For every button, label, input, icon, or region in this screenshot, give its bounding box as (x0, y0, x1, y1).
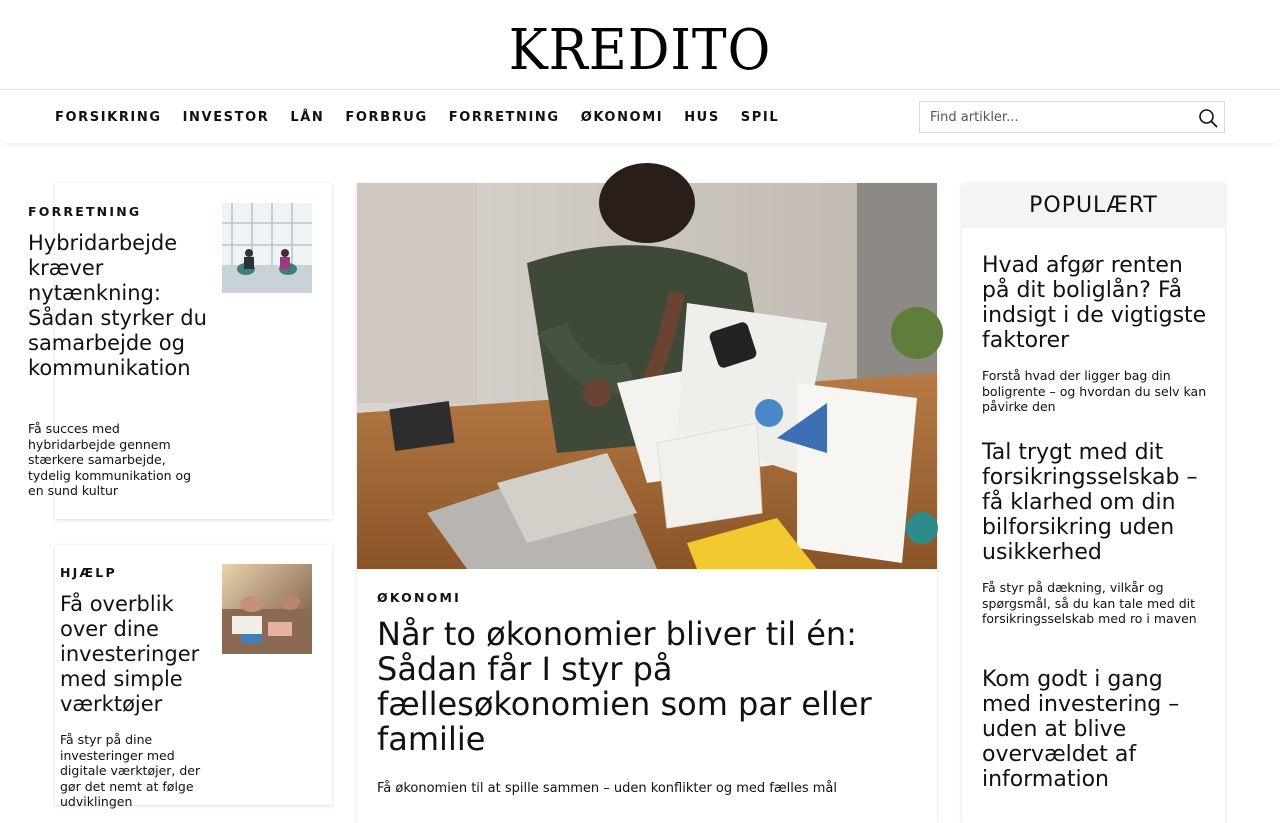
nav-item-forretning[interactable]: FORRETNING (448, 109, 560, 125)
nav-item-investor[interactable]: INVESTOR (182, 109, 270, 125)
search-icon[interactable] (1198, 108, 1218, 128)
article-title[interactable]: Hybridarbejde kræver nytænkning: Sådan styrker du samarbejde og kommunikation (28, 231, 207, 380)
site-logo[interactable]: KREDITO (508, 18, 772, 83)
site-header (0, 0, 1280, 90)
nav-item-hus[interactable]: HUS (684, 109, 720, 125)
popular-heading: POPULÆRT (962, 183, 1225, 228)
article-category[interactable]: FORRETNING (28, 204, 142, 219)
article-thumbnail[interactable] (222, 203, 312, 293)
nav-item-oekonomi[interactable]: ØKONOMI (580, 109, 664, 125)
article-title[interactable]: Få overblik over dine investeringer med simple værktøjer (60, 592, 200, 716)
main-navigation (0, 91, 1280, 143)
popular-item-excerpt: Forstå hvad der ligger bag din boligrente – og hvordan du selv kan påvirke den (982, 368, 1207, 414)
featured-image[interactable] (357, 183, 937, 569)
featured-title[interactable]: Når to økonomier bliver til én: Sådan får I styr på fællesøkonomien som par eller familie (377, 615, 872, 758)
nav-item-laan[interactable]: LÅN (290, 109, 325, 125)
nav-menu (55, 91, 779, 143)
nav-item-spil[interactable]: SPIL (740, 109, 780, 125)
search-input[interactable] (920, 102, 1190, 132)
popular-item-excerpt: Få styr på dækning, vilkår og spørgsmål, så du kan tale med dit forsikringsselskab med ro i maven (982, 580, 1197, 626)
popular-item-title[interactable]: Kom godt i gang med investering – uden at blive overvældet af information (982, 667, 1180, 792)
nav-item-forsikring[interactable]: FORSIKRING (55, 109, 162, 125)
article-excerpt: Få styr på dine investeringer med digitale værktøjer, der gør det nemt at følge udviklingen (60, 732, 201, 809)
article-category[interactable]: HJÆLP (60, 565, 117, 580)
search-box (919, 101, 1225, 133)
featured-excerpt: Få økonomien til at spille sammen – uden konflikter og med fælles mål (377, 781, 838, 796)
popular-item-title[interactable]: Hvad afgør renten på dit boliglån? Få indsigt i de vigtigste faktorer (982, 253, 1207, 353)
featured-category[interactable]: ØKONOMI (377, 590, 461, 605)
article-excerpt: Få succes med hybridarbejde gennem stærkere samarbejde, tydelig kommunikation og en sund kultur (28, 421, 192, 498)
popular-item-title[interactable]: Tal trygt med dit forsikringsselskab – få klarhed om din bilforsikring uden usikkerhed (982, 440, 1198, 565)
nav-item-forbrug[interactable]: FORBRUG (345, 109, 428, 125)
article-thumbnail[interactable] (222, 564, 312, 654)
